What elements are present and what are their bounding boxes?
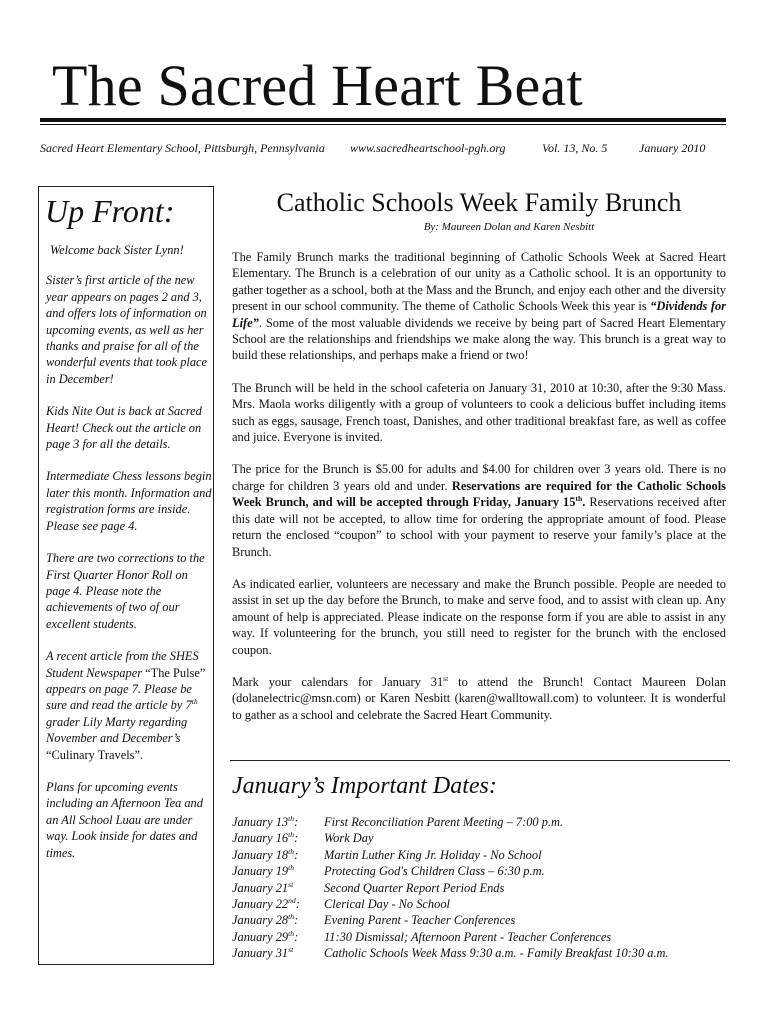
ordinal-suffix: nd xyxy=(288,895,296,905)
newsletter-title: The Sacred Heart Beat xyxy=(52,53,583,118)
ordinal-suffix: th xyxy=(288,863,295,873)
date-row xyxy=(232,863,742,879)
article-byline: By: Maureen Dolan and Karen Nesbitt xyxy=(423,221,595,233)
date-day: January 16 xyxy=(232,831,289,846)
theme-name: “Dividends for Life” xyxy=(232,299,727,330)
masthead-subhead xyxy=(40,141,726,156)
pulse-text: grader Lily Marty regarding November and December’s xyxy=(46,714,188,746)
date-event: Protecting God's Children Class – 6:30 p.m. xyxy=(324,864,545,879)
ordinal-suffix: th xyxy=(191,697,198,707)
ordinal-suffix: st xyxy=(288,879,294,889)
up-front-heading: Up Front: xyxy=(45,193,175,229)
article-paragraph xyxy=(232,249,726,364)
paragraph-text: . Some of the most valuable dividends we receive by being part of Sacred Heart Elementary School are the relationships and friendships we make along the way. This brunch is a great way to build these relationships, and perhaps make a friend or two! xyxy=(232,315,726,363)
date-label xyxy=(232,945,324,961)
date-separator: : xyxy=(294,831,299,846)
paragraph-text: Mark your calendars for January 31 xyxy=(232,674,444,689)
date-row xyxy=(232,880,742,896)
date-event: 11:30 Dismissal; Afternoon Parent - Teacher Conferences xyxy=(324,929,612,944)
pulse-newspaper-name: “The Pulse” xyxy=(145,665,206,680)
school-name: Sacred Heart Elementary School, Pittsburgh, Pennsylvania xyxy=(40,141,325,155)
date-row xyxy=(232,929,742,945)
up-front-item: There are two corrections to the First Quarter Honor Roll on page 4. Please note the achievements of two of our excellent students. xyxy=(46,551,205,631)
date-label xyxy=(232,880,324,896)
paragraph-text: The Family Brunch marks the traditional beginning of Catholic Schools Week at Sacred Heart Elementary. The Brunch is a celebration of our unity as a Catholic school. It is an opportunity to gather together as a school, both at the Mass and the Brunch, and enjoy each other and the diversity present in our school community. The theme of Catholic Schools Week this year is xyxy=(232,250,726,314)
brunch-article xyxy=(232,187,726,739)
article-paragraph: The Brunch will be held in the school cafeteria on January 31, 2010 at 10:30, after the 9:30 Mass. Mrs. Maola works diligently with a group of volunteers to cook a delicious buffet including items such as eggs, sausage, French toast, Danishes, and other traditional breakfast fare, as well as coffee and juice. Everyone is invited. xyxy=(232,380,726,445)
ordinal-suffix: th xyxy=(288,846,295,856)
date-row xyxy=(232,912,742,928)
date-event: Second Quarter Report Period Ends xyxy=(324,880,505,895)
date-event: Work Day xyxy=(324,831,374,846)
date-row xyxy=(232,896,742,912)
date-separator: : xyxy=(294,929,299,944)
up-front-sidebar xyxy=(38,186,214,965)
paragraph-text: to attend the Brunch! Contact Maureen Dolan (dolanelectric@msn.com) or Karen Nesbitt (karen@walltowall.com) to volunteer. It is wonderful to gather as a school and celebrate the Sacred Heart Community. xyxy=(232,674,726,722)
article-paragraph: As indicated earlier, volunteers are necessary and make the Brunch possible. People are needed to assist in set up the day before the Brunch, to make and serve food, and to assist with clean up. Any amount of help is appreciated. Please indicate on the response form if you are able to assist in any way. If volunteering for the brunch, you still need to register for the brunch with the enclosed coupon. xyxy=(232,576,726,657)
article-paragraph xyxy=(232,674,726,723)
ordinal-suffix: th xyxy=(288,912,295,922)
article-paragraph xyxy=(232,461,726,559)
date-day: January 19 xyxy=(232,864,289,879)
date-day: January 29 xyxy=(232,929,289,944)
date-separator: : xyxy=(294,913,299,928)
pulse-article-name: “Culinary Travels”. xyxy=(46,747,144,762)
volume-number: Vol. 13, No. 5 xyxy=(542,141,608,155)
up-front-item: Plans for upcoming events including an Afternoon Tea and an All School Luau are under way. Look inside for dates and times. xyxy=(46,779,203,860)
date-event: Clerical Day - No School xyxy=(324,897,450,912)
date-label xyxy=(232,847,324,863)
date-separator: : xyxy=(295,897,300,912)
pulse-text: A recent article from the SHES Student Newspaper xyxy=(46,649,199,680)
ordinal-suffix: st xyxy=(443,673,449,683)
paragraph-text: The price for the Brunch is $5.00 for adults and $4.00 for children over 3 years old. There is no charge for children 3 years old and under. xyxy=(232,462,726,493)
important-dates-section xyxy=(232,770,742,962)
issue-date: January 2010 xyxy=(639,141,706,155)
date-row xyxy=(232,814,742,830)
date-label xyxy=(232,830,324,846)
up-front-item-pulse xyxy=(46,648,214,763)
paragraph-text: Reservations received after this date will not be accepted, to allow time for ordering the appropriate amount of food. Please return the enclosed “coupon” to school with your payment to reserve your family’s place at the Brunch. xyxy=(232,495,726,559)
school-website-link[interactable]: www.sacredheartschool-pgh.org xyxy=(350,141,506,155)
up-front-body xyxy=(46,242,214,877)
ordinal-suffix: th xyxy=(288,813,295,823)
date-day: January 21 xyxy=(232,880,289,895)
date-label xyxy=(232,929,324,945)
date-separator: : xyxy=(294,847,299,862)
date-day: January 31 xyxy=(232,946,289,961)
date-row xyxy=(232,945,742,961)
ordinal-suffix: st xyxy=(288,945,294,955)
welcome-note: Welcome back Sister Lynn! xyxy=(50,243,184,257)
date-event: Evening Parent - Teacher Conferences xyxy=(324,913,516,928)
date-label xyxy=(232,814,324,830)
date-row xyxy=(232,847,742,863)
date-day: January 22 xyxy=(232,897,289,912)
masthead-rule-thin xyxy=(40,124,726,125)
up-front-item: Kids Nite Out is back at Sacred Heart! Check out the article on page 3 for all the details. xyxy=(46,404,202,452)
date-label xyxy=(232,863,324,879)
date-label xyxy=(232,896,324,912)
date-row xyxy=(232,830,742,846)
reservation-notice: Reservations are required for the Catholic Schools Week Brunch, and will be accepted through Friday, January 15 xyxy=(232,478,726,510)
up-front-item: Intermediate Chess lessons begin later this month. Information and registration forms are inside. Please see page 4. xyxy=(46,469,212,533)
date-day: January 18 xyxy=(232,847,289,862)
date-event: First Reconciliation Parent Meeting – 7:00 p.m. xyxy=(324,815,564,829)
pulse-text: appears on page 7. Please be sure and read the article by 7 xyxy=(46,681,192,713)
article-title: Catholic Schools Week Family Brunch xyxy=(276,188,682,217)
ordinal-suffix: th xyxy=(288,928,295,938)
masthead-rule-thick xyxy=(40,118,726,122)
dates-list xyxy=(232,814,742,962)
ordinal-suffix: th xyxy=(288,830,295,840)
up-front-item: Sister’s first article of the new year appears on pages 2 and 3, and offers lots of information on upcoming events, as well as her thanks and praise for all of the wonderful events that took place in December! xyxy=(46,273,208,386)
date-day: January 28 xyxy=(232,913,289,928)
ordinal-suffix: th xyxy=(575,494,583,504)
important-dates-heading: January’s Important Dates: xyxy=(232,773,497,799)
date-event: Catholic Schools Week Mass 9:30 a.m. - Family Breakfast 10:30 a.m. xyxy=(324,946,669,961)
date-separator: : xyxy=(294,815,299,829)
period: . xyxy=(582,495,586,510)
date-day: January 13 xyxy=(232,815,289,829)
section-divider xyxy=(230,760,730,761)
date-event: Martin Luther King Jr. Holiday - No School xyxy=(324,847,542,862)
date-label xyxy=(232,912,324,928)
